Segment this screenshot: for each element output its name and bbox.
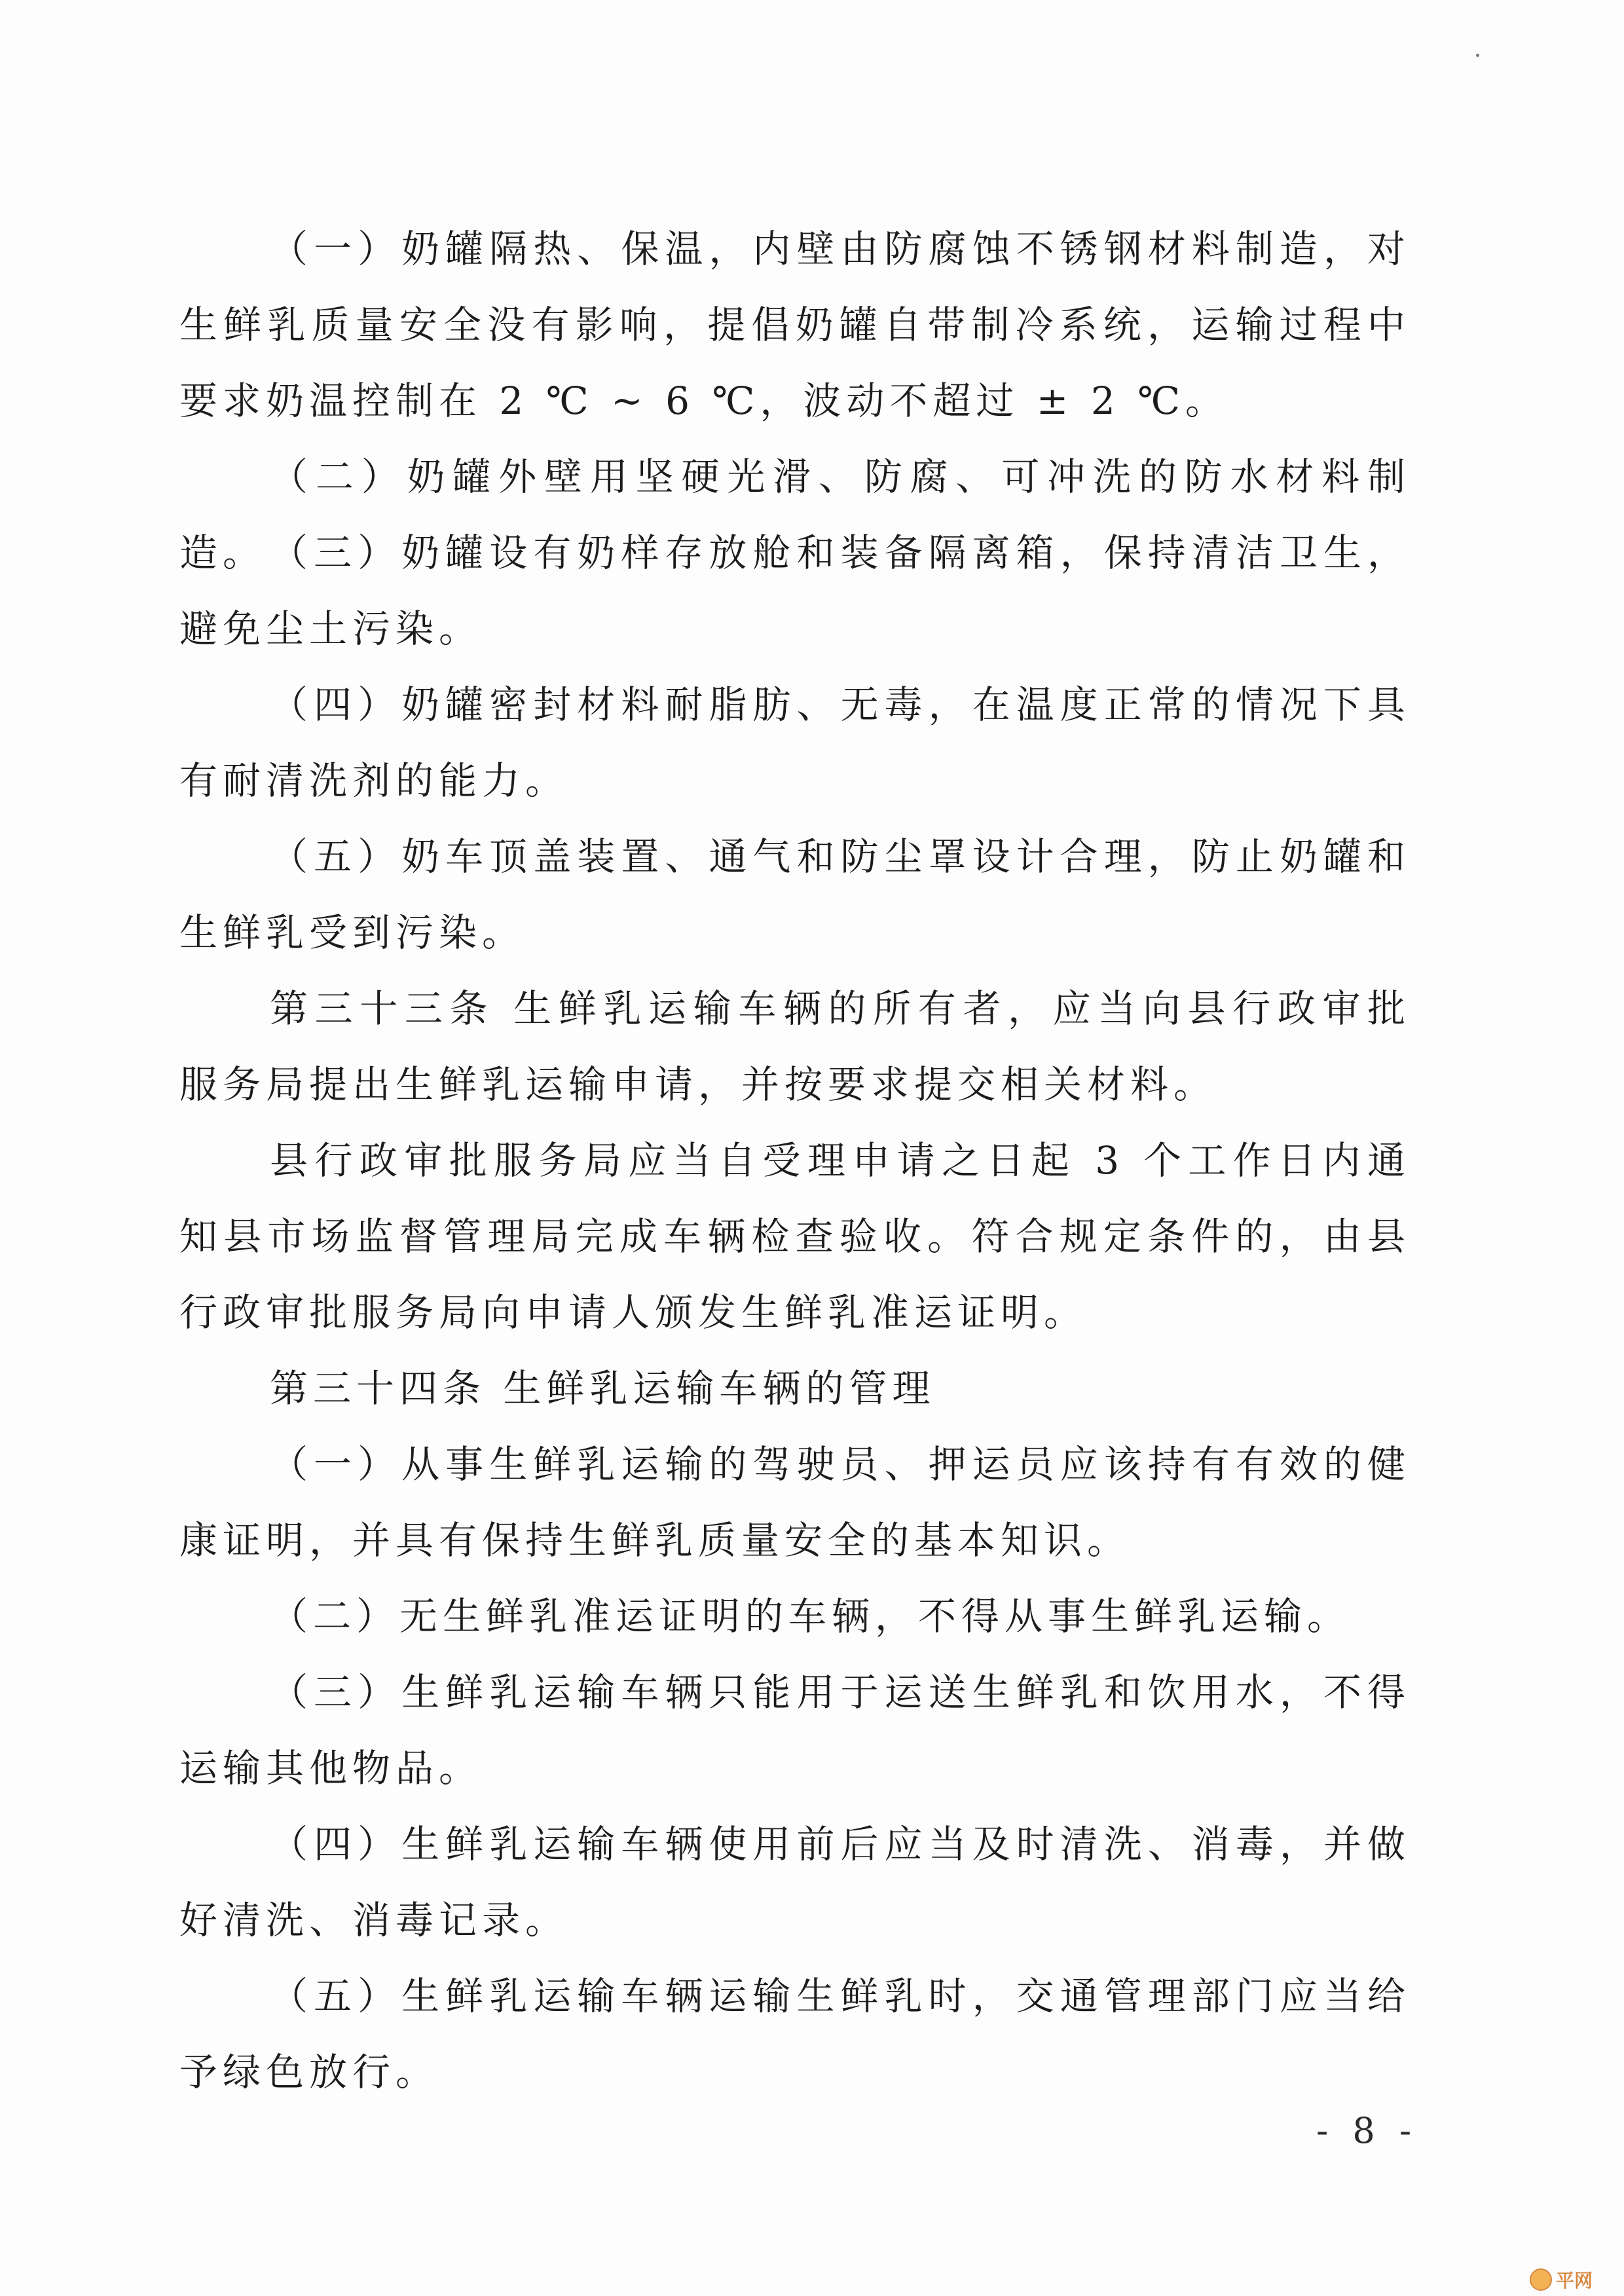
paragraph-green-passage: （五）生鲜乳运输车辆运输生鲜乳时，交通管理部门应当给予绿色放行。 (179, 1974, 1411, 2094)
watermark (1530, 2267, 1593, 2292)
paragraph-truck-top-cover: （五）奶车顶盖装置、通气和防尘罩设计合理，防止奶罐和生鲜乳受到污染。 (179, 834, 1411, 955)
site-logo-icon (1530, 2268, 1552, 2291)
paragraph-vehicle-use-restriction: （三）生鲜乳运输车辆只能用于运送生鲜乳和饮用水，不得运输其他物品。 (179, 1670, 1411, 1790)
paragraph-driver-health-certificate: （一）从事生鲜乳运输的驾驶员、押运员应该持有有效的健康证明，并具有保持生鲜乳质量安全的基本知识。 (179, 1442, 1411, 1563)
paragraph-no-permit-no-transport: （二）无生鲜乳准运证明的车辆，不得从事生鲜乳运输。 (270, 1594, 1351, 1639)
paragraph-tank-outer-wall: （二）奶罐外壁用坚硬光滑、防腐、可冲洗的防水材料制造。 (179, 454, 1411, 575)
article-33-heading: 第三十三条 生鲜乳运输车辆的所有者，应当向县行政审批服务局提出生鲜乳运输申请，并按要求提交相关材料。 (179, 986, 1411, 1107)
paragraph-tank-sample-compartment: （三）奶罐设有奶样存放舱和装备隔离箱，保持清洁卫生，避免尘土污染。 (179, 530, 1411, 651)
paragraph-tank-seal-material: （四）奶罐密封材料耐脂肪、无毒，在温度正常的情况下具有耐清洗剂的能力。 (179, 682, 1411, 803)
paragraph-cleaning-disinfection: （四）生鲜乳运输车辆使用前后应当及时清洗、消毒，并做好清洗、消毒记录。 (179, 1822, 1411, 1942)
scan-speck (1476, 54, 1479, 57)
paragraph-approval-inspection: 县行政审批服务局应当自受理申请之日起 3 个工作日内通知县市场监督管理局完成车辆检查验收。符合规定条件的，由县行政审批服务局向申请人颁发生鲜乳准运证明。 (179, 1138, 1411, 1335)
page-number: - 8 - (1316, 2110, 1418, 2151)
article-34-heading: 第三十四条 生鲜乳运输车辆的管理 (270, 1366, 936, 1411)
watermark-text: 平网 (1556, 2270, 1593, 2291)
paragraph-tank-insulation: （一）奶罐隔热、保温，内壁由防腐蚀不锈钢材料制造，对生鲜乳质量安全没有影响，提倡奶罐自带制冷系统，运输过程中要求奶温控制在 2 ℃ ~ 6 ℃，波动不超过 ± 2 ℃。 (179, 227, 1411, 423)
